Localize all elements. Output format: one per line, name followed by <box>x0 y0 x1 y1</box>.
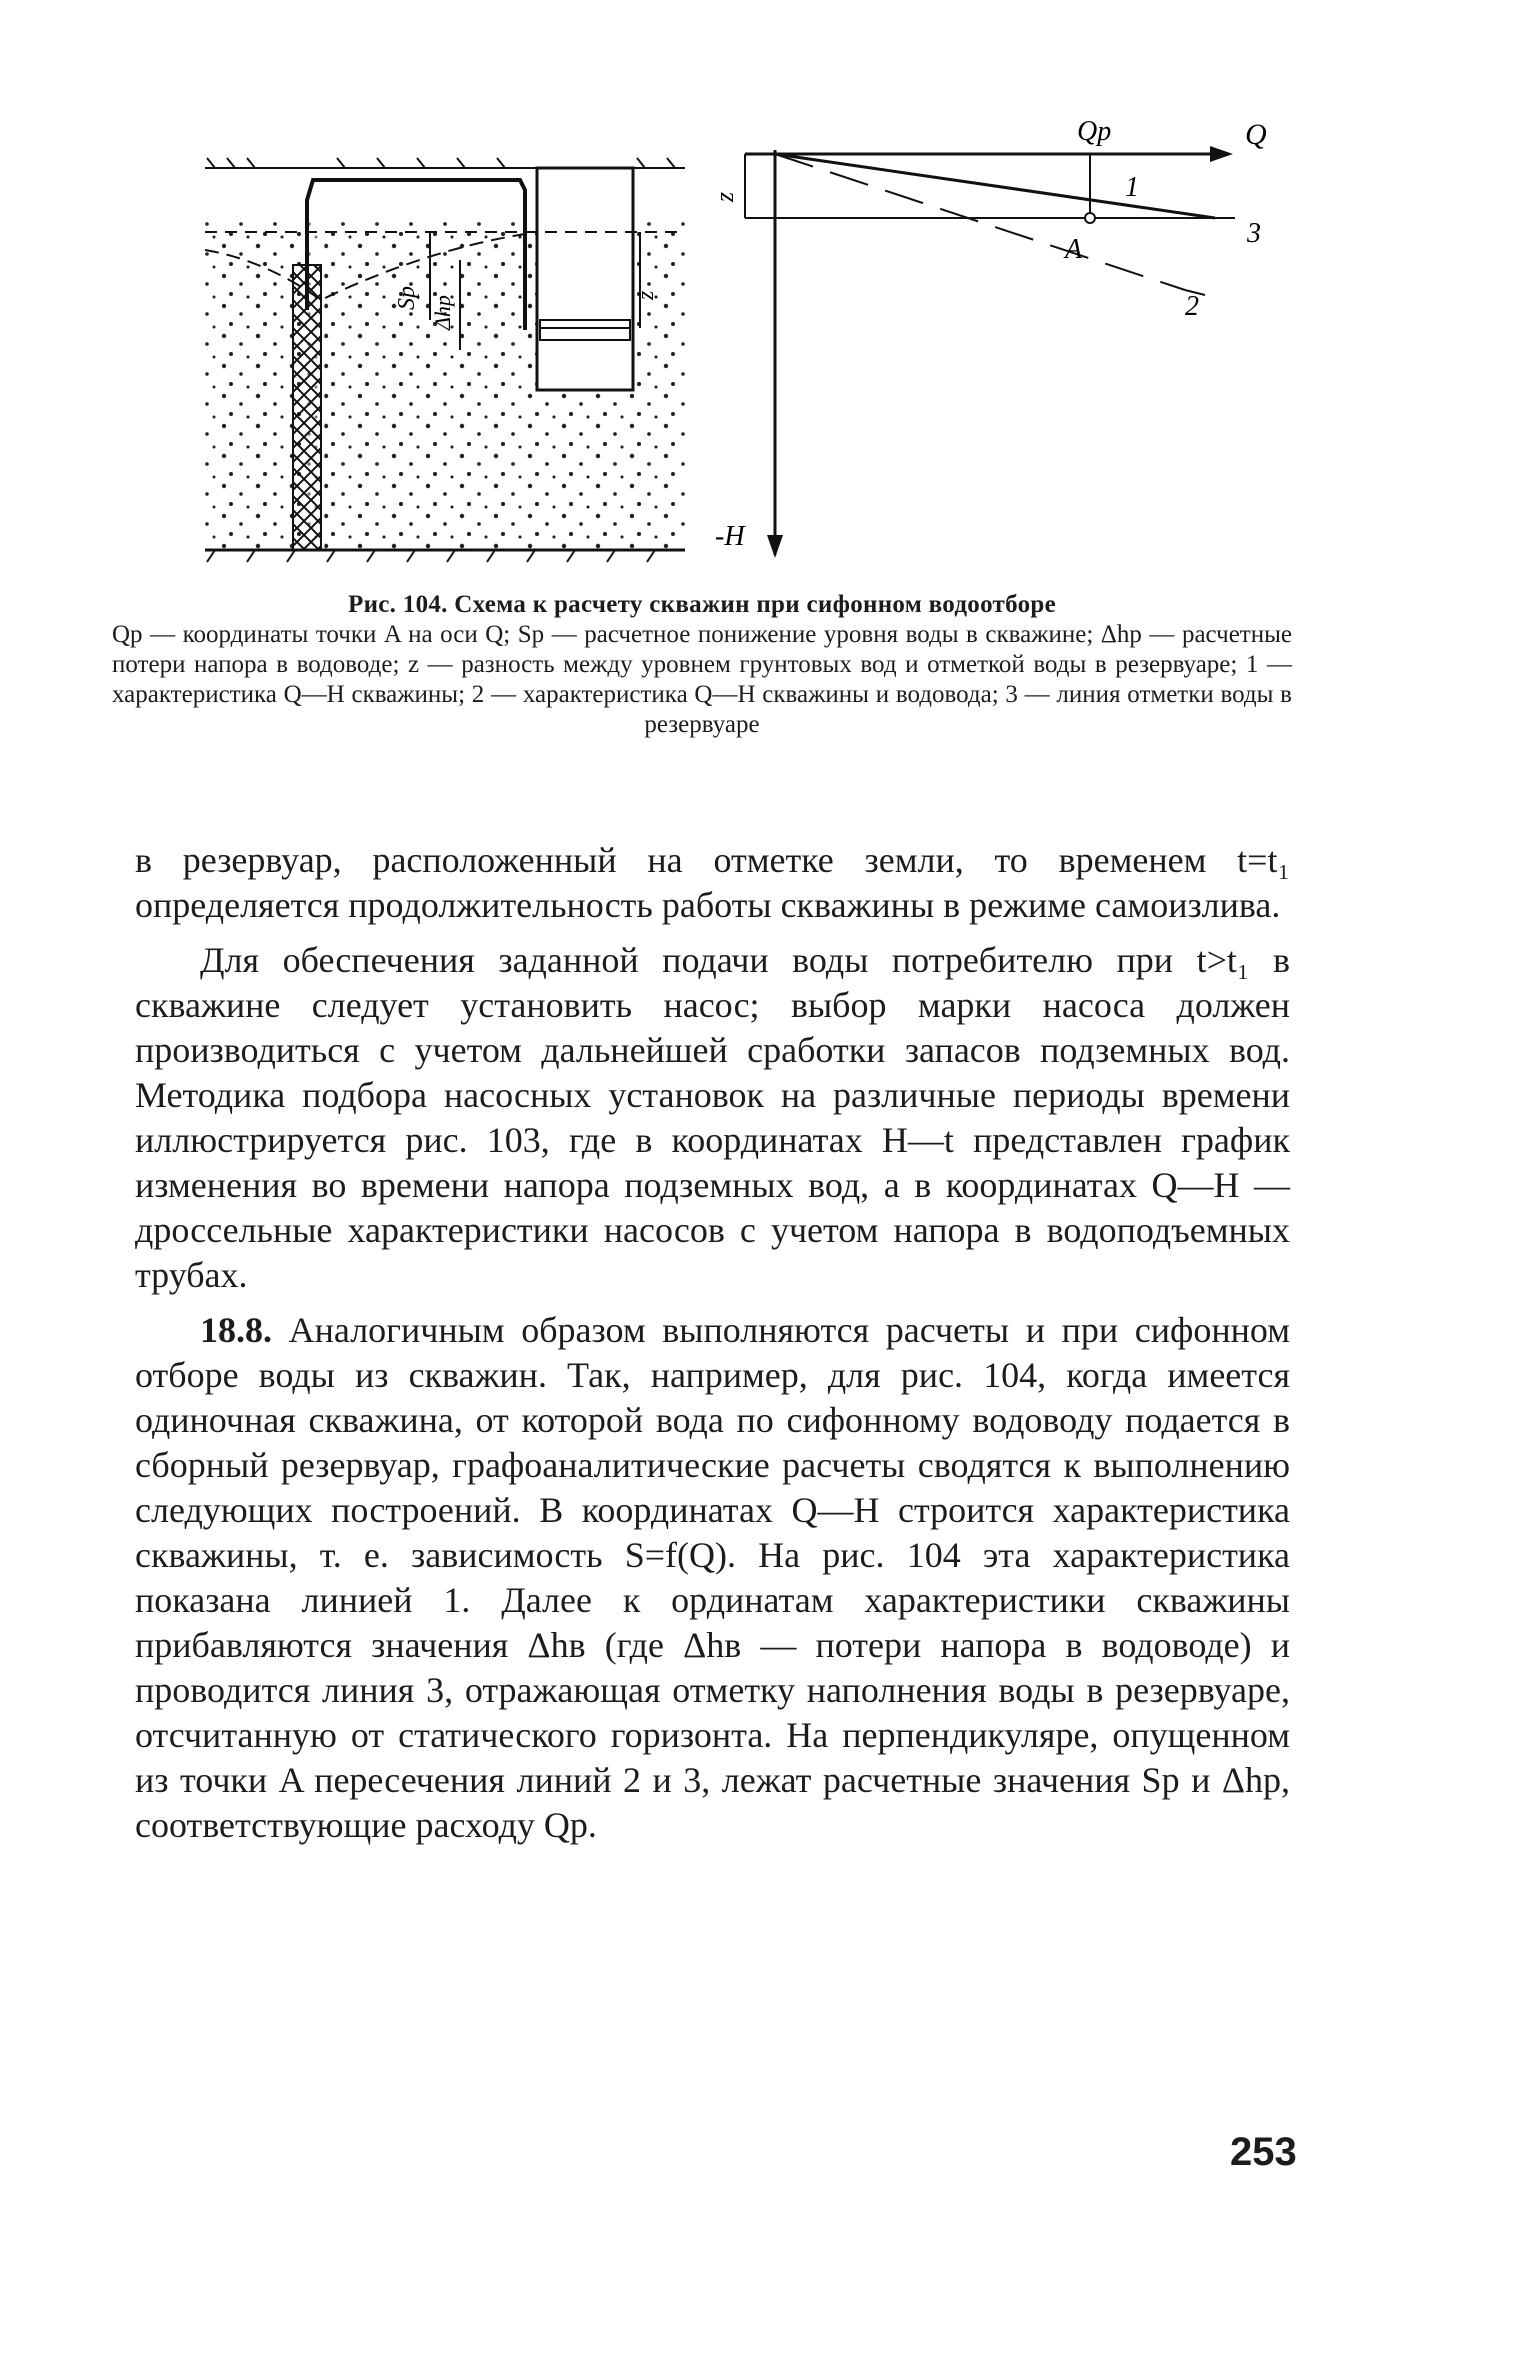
page-number: 253 <box>1230 2130 1297 2174</box>
line-2-label: 2 <box>1185 291 1199 322</box>
caption-body: Qp — координаты точки A на оси Q; Sp — расчетное понижение уровня воды в скважине; Δhp — расчетные потери напора в водоводе; z — разность между уровнем грунтовых вод и отметкой воды в резервуаре; 1 — характеристика Q—H скважины; 2 — характеристика Q—H скважины и водовода; 3 — линия отметки воды в резервуаре <box>112 621 1292 738</box>
paragraph-2: Для обеспечения заданной подачи воды потребителю при t>t₁ в скважине следует установить насос; выбор марки насоса должен производиться с учетом дальнейшей сработки запасов подземных вод. Методика подбора насосных установок на различные периоды времени иллюстрируется рис. 103, где в координатах H—t представлен график изменения во времени напора подземных вод, а в координатах Q—H — дроссельные характеристики насосов с учетом напора в водоподъемных трубах. <box>135 940 1290 1295</box>
z-label-right: z <box>710 191 739 202</box>
sp-label: Sp <box>394 286 420 310</box>
line-3-label: 3 <box>1247 218 1261 249</box>
body-text <box>135 838 1290 1858</box>
dhp-label: Δhp <box>430 295 455 330</box>
section-text: Аналогичным образом выполняются расчеты и при сифонном отборе воды из скважин. Так, например, для рис. 104, когда имеется одиночная скважина, от которой вода по сифонному водоводу подается в сборный резервуар, графоаналитические расчеты сводятся к выполнению следующих построений. В координатах Q—H строится характеристика скважины, т. е. зависимость S=f(Q). На рис. 104 эта характеристика показана линией 1. Далее к ординатам характеристики скважины прибавляются значения Δhв (где Δhв — потери напора в водоводе) и проводится линия 3, отражающая отметку наполнения воды в резервуаре, отсчитанную от статического горизонта. На перпендикуляре, опущенном из точки A пересечения линий 2 и 3, лежат расчетные значения Sр и Δhр, соответствующие расходу Qр. <box>135 1310 1290 1845</box>
minus-h-axis-label: -H <box>715 521 745 552</box>
section-paragraph <box>135 1308 1290 1848</box>
q-axis-label: Q <box>1245 118 1267 151</box>
section-number: 18.8. <box>200 1310 272 1350</box>
point-a-label: A <box>1065 234 1083 265</box>
line-1-label: 1 <box>1125 172 1139 203</box>
z-label-left: z <box>633 290 659 300</box>
caption-title: Рис. 104. Схема к расчету скважин при сифонном водоотборе <box>348 591 1056 618</box>
paragraph-1: в резервуар, расположенный на отметке земли, то временем t=t₁ определяется продолжительность работы скважины в режиме самоизлива. <box>135 840 1290 925</box>
qp-label: Qp <box>1077 116 1112 147</box>
figure-caption <box>112 590 1292 740</box>
soil-section <box>205 158 685 562</box>
figure-104-diagram <box>185 116 1315 570</box>
qh-graph <box>745 146 1235 558</box>
